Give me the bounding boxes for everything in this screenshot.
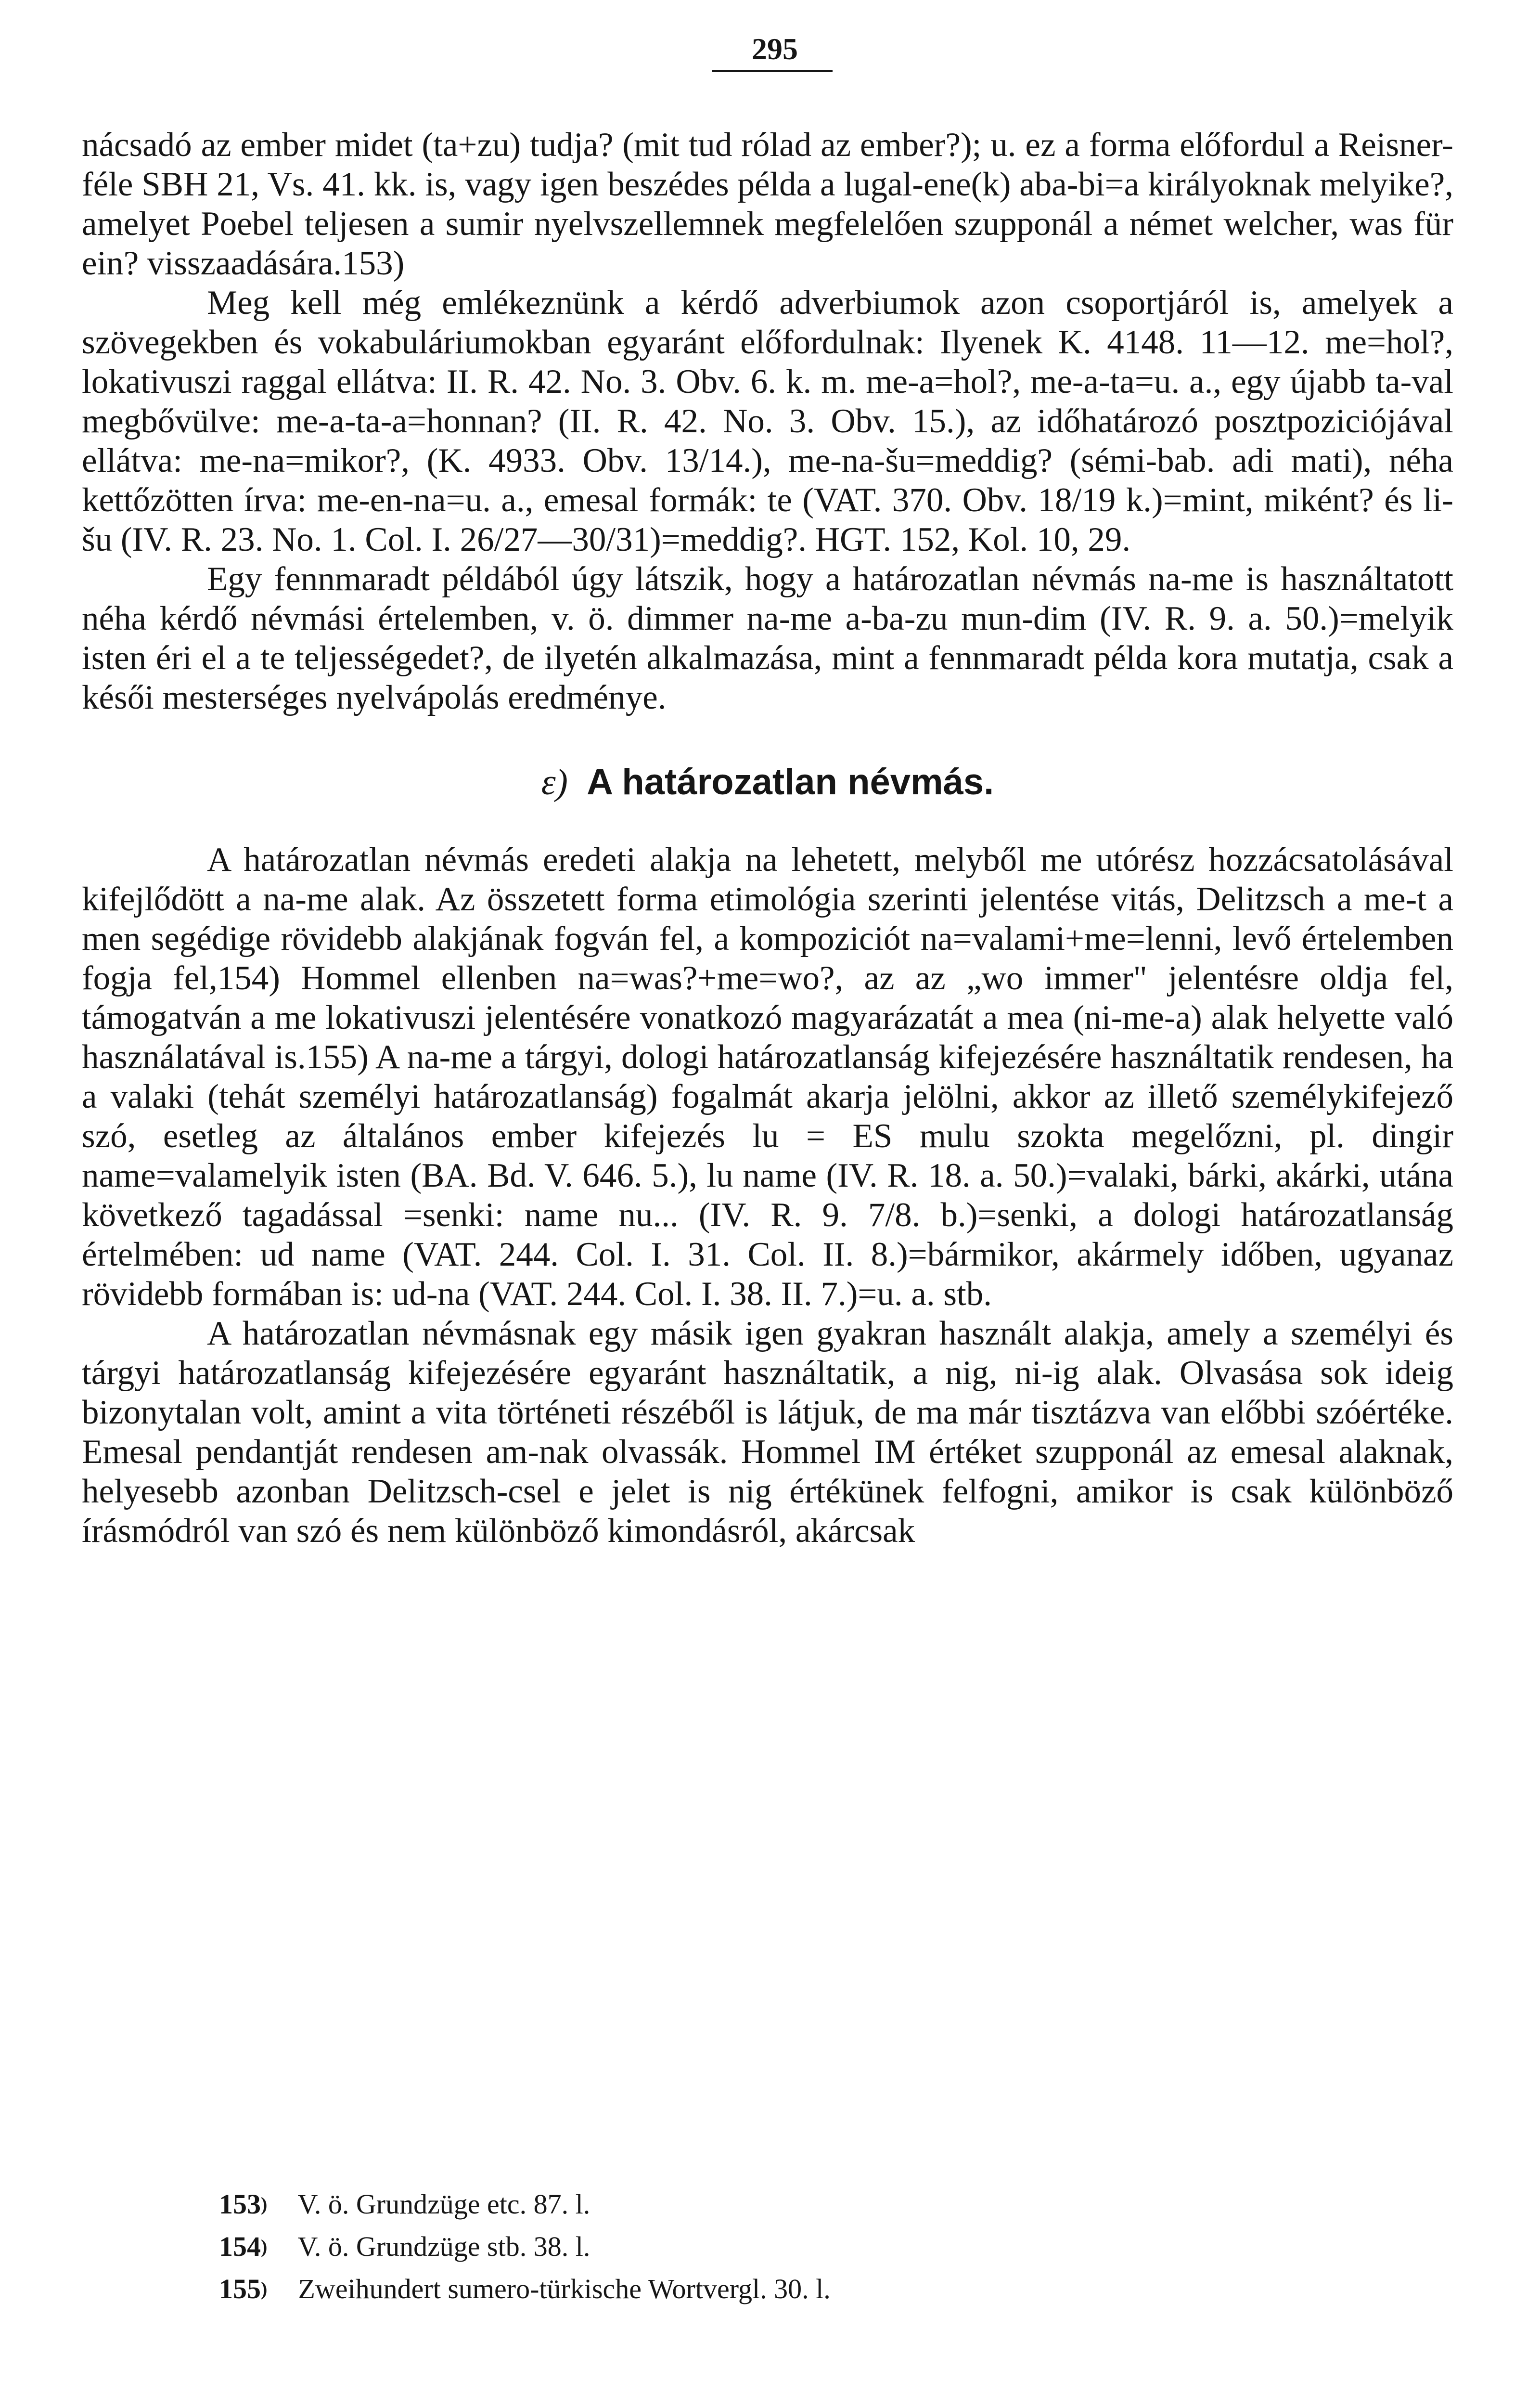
- footnote-text: V. ö. Grundzüge stb. 38. l.: [297, 2231, 590, 2262]
- section-heading-letter: ε): [541, 762, 568, 802]
- section-heading-title: A határozatlan névmás.: [587, 762, 994, 802]
- footnotes: [219, 2183, 1374, 2310]
- footnote-number: 153): [219, 2188, 268, 2220]
- footnote-text: Zweihundert sumero-türkische Wortvergl. 30. l.: [298, 2273, 831, 2304]
- footnote-153: [219, 2183, 1374, 2226]
- footnote-155: [219, 2268, 1374, 2310]
- body-text: [82, 125, 1453, 1551]
- paragraph-2: Meg kell még emlékeznünk a kérdő adverbiumok azon csoportjáról is, amelyek a szövegekben és vokabuláriumokban egyaránt előfordulnak: Ilyenek K. 4148. 11—12. me=hol?, lokativuszi raggal ellátva: II. R. 42. No. 3. Obv. 6. k. m. me-a=hol?, me-a-ta=u. a., egy újabb ta-val megbővülve: me-a-ta-a=honnan? (II. R. 42. No. 3. Obv. 15.), az időhatározó posztpoziciójával ellátva: me-na=mikor?, (K. 4933. Obv. 13/14.), me-na-šu=meddig? (sémi-bab. adi mati), néha kettőzötten írva: me-en-na=u. a., emesal formák: te (VAT. 370. Obv. 18/19 k.)=mint, miként? és li-šu (IV. R. 23. No. 1. Col. I. 26/27—30/31)=meddig?. HGT. 152, Kol. 10, 29.: [82, 284, 1453, 558]
- section-heading: [82, 761, 1453, 804]
- footnote-number: 155): [219, 2273, 268, 2304]
- paragraph-1: nácsadó az ember midet (ta+zu) tudja? (mit tud rólad az ember?); u. ez a forma előfordul a Reisner-féle SBH 21, Vs. 41. kk. is, vagy igen beszédes példa a lugal-ene(k) aba-bi=a királyoknak melyike?, amelyet Poebel teljesen a sumir nyelvszellemnek megfelelően szupponál a német welcher, was für ein? visszaadására.153): [82, 126, 1453, 282]
- footnote-154: [219, 2226, 1374, 2268]
- page-number: 295: [752, 32, 798, 66]
- paragraph-3: Egy fennmaradt példából úgy látszik, hogy a határozatlan névmás na-me is használtatott néha kérdő névmási értelemben, v. ö. dimmer na-me a-ba-zu mun-dim (IV. R. 9. a. 50.)=melyik isten éri el a te teljességedet?, de ilyetén alkalmazása, mint a fennmaradt példa kora mutatja, csak a késői mesterséges nyelvápolás eredménye.: [82, 560, 1453, 716]
- footnote-number: 154): [219, 2231, 268, 2262]
- footnote-text: V. ö. Grundzüge etc. 87. l.: [297, 2188, 590, 2220]
- paragraph-5: A határozatlan névmásnak egy másik igen gyakran használt alakja, amely a személyi és tárgyi határozatlanság kifejezésére egyaránt használtatik, a nig, ni-ig alak. Olvasása sok ideig bizonytalan volt, amint a vita történeti részéből is látjuk, de ma már tisztázva van előbbi szóértéke. Emesal pendantját rendesen am-nak olvassák. Hommel IM értéket szupponál az emesal alaknak, helyesebb azonban Delitzsch-csel e jelet is nig értékünek felfogni, amikor is csak különböző írásmódról van szó és nem különböző kimondásról, akárcsak: [82, 1315, 1453, 1550]
- page-number-underline: [712, 70, 833, 72]
- paragraph-4: A határozatlan névmás eredeti alakja na lehetett, melyből me utórész hozzácsatolásával kifejlődött a na-me alak. Az összetett forma etimológia szerinti jelentése vitás, Delitzsch a me-t a men segédige rövidebb alakjának fogván fel, a kompoziciót na=valami+me=lenni, levő értelemben fogja fel,154) Hommel ellenben na=was?+me=wo?, az az „wo immer" jelentésre oldja fel, támogatván a me lokativuszi jelentésére vonatkozó magyarázatát a mea (ni-me-a) alak helyette való használatával is.155) A na-me a tárgyi, dologi határozatlanság kifejezésére használtatik rendesen, ha a valaki (tehát személyi határozatlanság) fogalmát akarja jelölni, akkor az illető személykifejező szó, esetleg az általános ember kifejezés lu = ES mulu szokta megelőzni, pl. dingir name=valamelyik isten (BA. Bd. V. 646. 5.), lu name (IV. R. 18. a. 50.)=valaki, bárki, akárki, utána következő tagadással =senki: name nu... (IV. R. 9. 7/8. b.)=senki, a dologi határozatlanság értelmében: ud name (VAT. 244. Col. I. 31. Col. II. 8.)=bármikor, akármely időben, ugyanaz rövidebb formában is: ud-na (VAT. 244. Col. I. 38. II. 7.)=u. a. stb.: [82, 841, 1453, 1313]
